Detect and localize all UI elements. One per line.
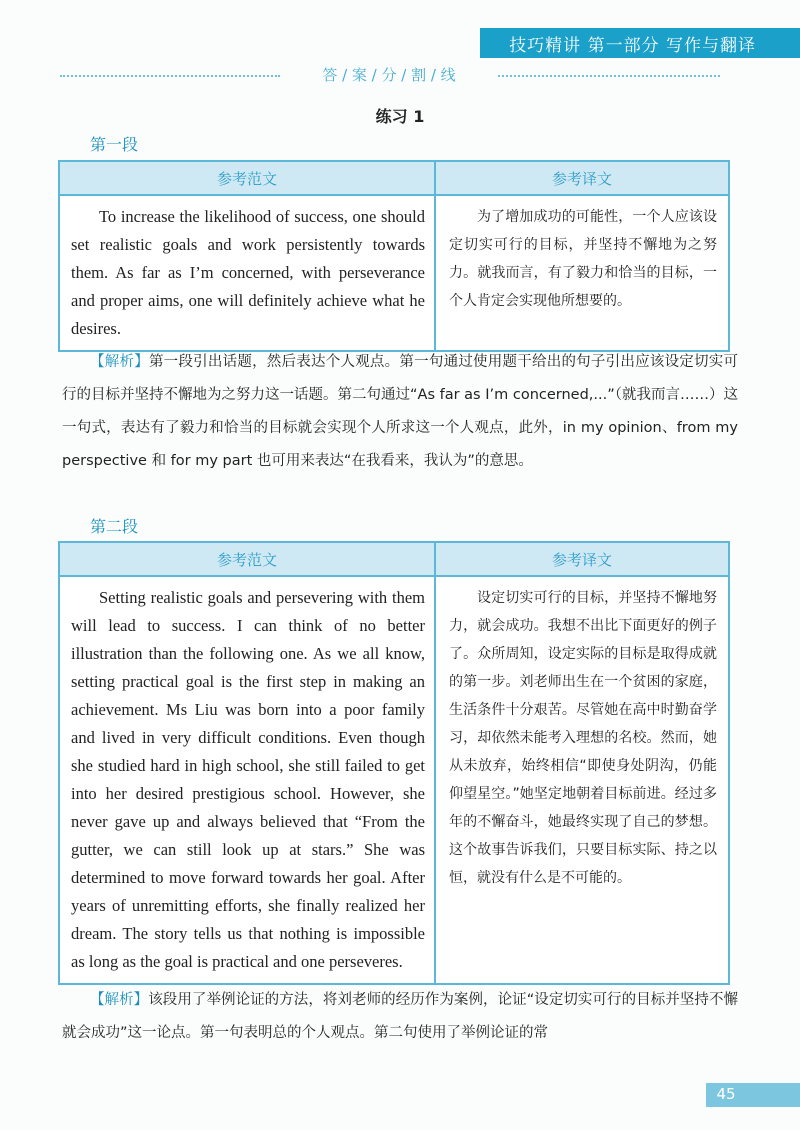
exercise-title: 练习 1 — [375, 107, 425, 126]
section-1-col-model-essay: 参考范文 — [59, 161, 435, 195]
section-1-analysis-text: 第一段引出话题，然后表达个人观点。第一句通过使用题干给出的句子引出应该设定切实可行的目标并坚持不懈地为之努力这一话题。第二句通过“As far as I’m concerned,...”（就我而言……）这一句式，表达有了毅力和恰当的目标就会实现个人所求这一个人观点，此外，in my opinion、from my perspective 和 for my part 也可用来表达“在我看来，我认为”的意思。 — [62, 354, 739, 469]
section-1-table — [58, 160, 730, 352]
section-2-english-cell — [59, 576, 435, 984]
page-number: 45 — [716, 1085, 736, 1103]
header-title: 技巧精讲 第一部分 写作与翻译 — [509, 36, 756, 56]
analysis-tag: 【解析】 — [90, 354, 149, 370]
section-1-analysis — [62, 346, 738, 478]
analysis-tag: 【解析】 — [90, 992, 149, 1008]
answer-divider — [60, 66, 720, 84]
section-2-analysis-text: 该段用了举例论证的方法，将刘老师的经历作为案例，论证“设定切实可行的目标并坚持不懈就会成功”这一论点。第一句表明总的个人观点。第二句使用了举例论证的常 — [62, 992, 739, 1041]
section-2-chinese-text: 设定切实可行的目标，并坚持不懈地努力，就会成功。我想不出比下面更好的例子了。众所周知，设定实际的目标是取得成就的第一步。刘老师出生在一个贫困的家庭，生活条件十分艰苦。尽管她在高中时勤奋学习，却依然未能考入理想的名校。然而，她从未放弃，始终相信“即使身处阴沟，仍能仰望星空。”她坚定地朝着目标前进。经过多年的不懈奋斗，她最终实现了自己的梦想。这个故事告诉我们，只要目标实际、持之以恒，就没有什么是不可能的。 — [449, 590, 717, 886]
section-2-english-text: Setting realistic goals and persevering with them will lead to success. I can think of no better illustration than the following one. As we all know, setting practical goal is the first step in making an achievement. Ms Liu was born into a poor family and lived in very difficult conditions. Even though she studied hard in high school, she still failed to get into her desired prestigious school. However, she never gave up and always believed that “From the gutter, we can still look up at stars.” She was determined to move forward towards her goal. After years of unremitting efforts, she finally realized her dream. The story tells us that nothing is impossible as long as the goal is practical and one perseveres. — [71, 588, 425, 971]
section-2-table — [58, 541, 730, 985]
divider-label: 答 / 案 / 分 / 割 / 线 — [322, 66, 456, 84]
divider-line-right — [498, 75, 720, 77]
section-2-analysis — [62, 984, 738, 1050]
section-1-chinese-cell — [435, 195, 729, 351]
section-1-english-text: To increase the likelihood of success, one should set realistic goals and work persistently towards them. As far as I’m concerned, with perseverance and proper aims, one will definitely achieve what he desires. — [71, 207, 425, 338]
section-1-chinese-text: 为了增加成功的可能性，一个人应该设定切实可行的目标，并坚持不懈地为之努力。就我而言，有了毅力和恰当的目标，一个人肯定会实现他所想要的。 — [449, 209, 717, 309]
section-1-label: 第一段 — [90, 135, 139, 154]
section-1-col-translation: 参考译文 — [435, 161, 729, 195]
section-2-chinese-cell — [435, 576, 729, 984]
section-1-english-cell — [59, 195, 435, 351]
divider-line-left — [60, 75, 280, 77]
section-2-col-model-essay: 参考范文 — [59, 542, 435, 576]
section-2-label: 第二段 — [90, 517, 139, 536]
section-2-col-translation: 参考译文 — [435, 542, 729, 576]
